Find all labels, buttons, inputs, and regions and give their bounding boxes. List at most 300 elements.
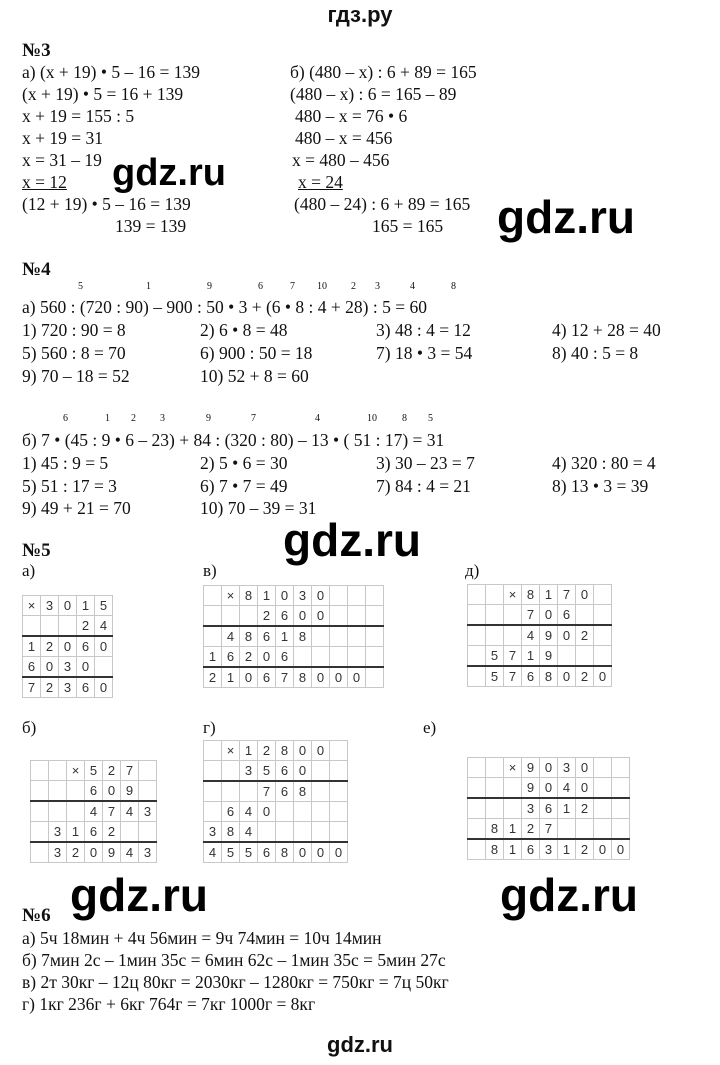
grid-cell: 0	[312, 741, 330, 761]
grid-cell: 1	[222, 667, 240, 688]
grid-cell	[294, 647, 312, 668]
grid-cell: 2	[67, 842, 85, 863]
grid-cell	[366, 647, 384, 668]
grid-cell: 7	[504, 666, 522, 687]
grid-cell: 8	[486, 839, 504, 860]
task4-step: 3) 48 : 4 = 12	[376, 320, 471, 340]
grid-cell: 8	[294, 626, 312, 647]
grid-cell	[330, 741, 348, 761]
grid-cell	[468, 605, 486, 626]
multiplication-grid-g	[203, 740, 348, 863]
grid-cell: ×	[222, 741, 240, 761]
grid-cell: 1	[540, 585, 558, 605]
grid-cell: 4	[222, 626, 240, 647]
grid-cell: 0	[312, 586, 330, 606]
grid-row	[204, 741, 348, 761]
grid-cell: 9	[540, 646, 558, 667]
grid-cell: 6	[222, 647, 240, 668]
grid-cell	[504, 605, 522, 626]
grid-cell: 0	[348, 667, 366, 688]
grid-cell: 1	[240, 741, 258, 761]
grid-row	[204, 781, 348, 802]
grid-cell: 0	[312, 606, 330, 627]
grid-cell: 4	[240, 822, 258, 843]
grid-cell: 6	[276, 761, 294, 782]
task4-step: 8) 40 : 5 = 8	[552, 343, 639, 363]
grid-cell: 6	[540, 798, 558, 819]
grid-cell: 6	[522, 666, 540, 687]
grid-cell: 0	[294, 761, 312, 782]
grid-cell	[312, 781, 330, 802]
grid-row	[468, 585, 612, 605]
order-number: 4	[410, 281, 415, 292]
grid-cell: 6	[77, 636, 95, 657]
grid-cell: 7	[121, 761, 139, 781]
grid-cell: 5	[240, 842, 258, 863]
grid-cell: 2	[103, 822, 121, 843]
grid-cell	[139, 822, 157, 843]
task4-step: 10) 52 + 8 = 60	[200, 366, 309, 386]
grid-cell: 0	[95, 636, 113, 657]
grid-cell: 6	[23, 657, 41, 678]
grid-cell	[139, 761, 157, 781]
grid-cell: 2	[240, 647, 258, 668]
grid-cell	[486, 798, 504, 819]
order-number: 1	[146, 281, 151, 292]
grid-cell	[612, 819, 630, 840]
task4-step: 9) 70 – 18 = 52	[22, 366, 130, 386]
order-number: 5	[428, 413, 433, 424]
grid-cell: 4	[204, 842, 222, 863]
grid-cell: 4	[121, 801, 139, 822]
grid-row	[204, 647, 384, 668]
task3-a-line: x + 19 = 31	[22, 128, 103, 148]
task3-title: №3	[22, 40, 51, 61]
grid-cell: 6	[276, 606, 294, 627]
grid-cell	[312, 761, 330, 782]
grid-cell: 5	[95, 596, 113, 616]
grid-cell	[312, 802, 330, 822]
grid-row	[468, 666, 612, 687]
task4-step: 4) 320 : 80 = 4	[552, 453, 656, 473]
grid-cell	[468, 778, 486, 799]
task4-step: 1) 45 : 9 = 5	[22, 453, 109, 473]
grid-cell	[31, 761, 49, 781]
grid-cell: 6	[258, 626, 276, 647]
grid-cell	[204, 626, 222, 647]
grid-cell: 0	[294, 606, 312, 627]
grid-cell: 8	[540, 666, 558, 687]
order-number: 6	[63, 413, 68, 424]
task4-step: 2) 5 • 6 = 30	[200, 453, 288, 473]
grid-row	[31, 842, 157, 863]
grid-row	[204, 606, 384, 627]
grid-cell	[95, 657, 113, 678]
task4-b-expression: б) 7 • (45 : 9 • 6 – 23) + 84 : (320 : 80) – 13 • ( 51 : 17) = 31	[22, 430, 445, 450]
grid-cell	[312, 626, 330, 647]
grid-cell: ×	[67, 761, 85, 781]
grid-row	[468, 839, 630, 860]
order-number: 8	[402, 413, 407, 424]
grid-cell: 2	[103, 761, 121, 781]
task4-step: 5) 51 : 17 = 3	[22, 476, 117, 496]
grid-cell: 2	[77, 616, 95, 637]
grid-row	[468, 605, 612, 626]
grid-cell: 7	[558, 585, 576, 605]
grid-cell	[204, 781, 222, 802]
grid-cell: 2	[41, 636, 59, 657]
grid-cell: 8	[294, 667, 312, 688]
grid-cell: 0	[576, 778, 594, 799]
grid-cell	[504, 798, 522, 819]
grid-cell	[504, 778, 522, 799]
grid-cell: 0	[594, 839, 612, 860]
grid-cell	[204, 606, 222, 627]
grid-cell: 1	[558, 839, 576, 860]
grid-cell: 1	[504, 819, 522, 840]
grid-cell: 3	[204, 822, 222, 843]
grid-cell: 0	[41, 657, 59, 678]
grid-row	[23, 636, 113, 657]
grid-cell: 3	[240, 761, 258, 782]
task4-step: 2) 6 • 8 = 48	[200, 320, 288, 340]
grid-cell: 0	[558, 666, 576, 687]
grid-cell: 0	[103, 781, 121, 802]
grid-cell	[366, 626, 384, 647]
grid-cell: 6	[258, 842, 276, 863]
grid-cell	[240, 606, 258, 627]
grid-cell	[312, 822, 330, 843]
task6-title: №6	[22, 905, 51, 926]
grid-cell	[330, 586, 348, 606]
task3-b-answer: x = 24	[298, 172, 343, 192]
order-number: 6	[258, 281, 263, 292]
order-number: 3	[160, 413, 165, 424]
task3-a-line: x = 31 – 19	[22, 150, 102, 170]
grid-cell: 5	[222, 842, 240, 863]
grid-cell	[576, 646, 594, 667]
grid-cell: 7	[522, 605, 540, 626]
grid-cell: 9	[522, 778, 540, 799]
grid-cell	[204, 586, 222, 606]
grid-cell: 0	[95, 677, 113, 698]
grid-cell: 2	[576, 666, 594, 687]
order-number: 2	[131, 413, 136, 424]
grid-cell	[31, 842, 49, 863]
task4-a-expression: а) 560 : (720 : 90) – 900 : 50 • 3 + (6 • 8 : 4 + 28) : 5 = 60	[22, 297, 427, 317]
grid-cell: 4	[522, 625, 540, 646]
task3-b-line: б) (480 – x) : 6 + 89 = 165	[290, 62, 477, 82]
grid-cell	[468, 625, 486, 646]
grid-cell: 3	[49, 842, 67, 863]
grid-cell	[468, 819, 486, 840]
grid-cell: 0	[312, 667, 330, 688]
grid-cell: 7	[23, 677, 41, 698]
grid-cell	[576, 605, 594, 626]
grid-cell	[204, 802, 222, 822]
grid-cell: 6	[85, 822, 103, 843]
grid-cell: 0	[276, 586, 294, 606]
grid-cell	[558, 819, 576, 840]
task4-step: 5) 560 : 8 = 70	[22, 343, 126, 363]
grid-cell	[468, 758, 486, 778]
grid-cell: 3	[558, 758, 576, 778]
grid-cell: 8	[222, 822, 240, 843]
grid-cell: 0	[540, 778, 558, 799]
order-number: 10	[317, 281, 327, 292]
grid-cell: 1	[276, 626, 294, 647]
task3-a-check: (12 + 19) • 5 – 16 = 139	[22, 194, 191, 214]
grid-cell: 3	[59, 677, 77, 698]
task4-step: 7) 84 : 4 = 21	[376, 476, 471, 496]
grid-cell: 3	[49, 822, 67, 843]
grid-row	[31, 761, 157, 781]
task4-step: 4) 12 + 28 = 40	[552, 320, 661, 340]
task3-a-answer: x = 12	[22, 172, 67, 192]
grid-cell	[348, 606, 366, 627]
watermark: gdz.ru	[497, 191, 635, 243]
grid-cell: 3	[139, 801, 157, 822]
grid-cell: 7	[540, 819, 558, 840]
grid-cell	[486, 758, 504, 778]
grid-cell	[366, 606, 384, 627]
grid-cell: 3	[522, 798, 540, 819]
watermark: gdz.ru	[112, 152, 226, 194]
grid-row	[31, 781, 157, 802]
task4-step: 6) 900 : 50 = 18	[200, 343, 313, 363]
task4-step: 3) 30 – 23 = 7	[376, 453, 475, 473]
order-number: 2	[351, 281, 356, 292]
grid-cell: 2	[576, 625, 594, 646]
grid-cell: 4	[121, 842, 139, 863]
grid-cell: 0	[576, 758, 594, 778]
grid-cell	[330, 822, 348, 843]
grid-cell: 2	[522, 819, 540, 840]
grid-cell	[504, 625, 522, 646]
grid-cell: 0	[59, 596, 77, 616]
grid-row	[468, 758, 630, 778]
grid-cell	[330, 606, 348, 627]
grid-cell	[348, 626, 366, 647]
grid-cell: 1	[204, 647, 222, 668]
grid-cell: 9	[103, 842, 121, 863]
grid-cell: 0	[77, 657, 95, 678]
task5-title: №5	[22, 540, 51, 561]
grid-cell: 2	[258, 741, 276, 761]
order-number: 7	[290, 281, 295, 292]
grid-cell	[276, 802, 294, 822]
grid-cell	[330, 761, 348, 782]
grid-cell: 4	[95, 616, 113, 637]
grid-row	[204, 586, 384, 606]
grid-row	[204, 667, 384, 688]
grid-cell	[121, 822, 139, 843]
grid-cell: 6	[276, 781, 294, 802]
grid-cell: 5	[486, 646, 504, 667]
grid-cell	[486, 605, 504, 626]
task3-b-check: 165 = 165	[372, 216, 444, 236]
grid-cell: 1	[504, 839, 522, 860]
order-number: 1	[105, 413, 110, 424]
grid-cell: 3	[59, 657, 77, 678]
grid-cell	[594, 778, 612, 799]
task4-step: 10) 70 – 39 = 31	[200, 498, 317, 518]
grid-cell: 8	[240, 626, 258, 647]
grid-cell	[49, 801, 67, 822]
grid-cell	[468, 646, 486, 667]
task4-title: №4	[22, 259, 51, 280]
grid-cell: 7	[258, 781, 276, 802]
grid-cell	[67, 801, 85, 822]
order-number: 3	[375, 281, 380, 292]
grid-cell	[31, 781, 49, 802]
grid-cell: 1	[558, 798, 576, 819]
grid-cell: 2	[204, 667, 222, 688]
grid-cell	[67, 781, 85, 802]
grid-cell: 0	[294, 741, 312, 761]
site-header: гдз.ру	[327, 2, 393, 27]
grid-cell: 9	[121, 781, 139, 802]
grid-cell	[294, 802, 312, 822]
grid-row	[23, 616, 113, 637]
grid-cell	[612, 798, 630, 819]
grid-cell	[468, 839, 486, 860]
grid-cell: 0	[558, 625, 576, 646]
grid-cell	[594, 819, 612, 840]
grid-cell	[240, 781, 258, 802]
grid-cell: ×	[504, 758, 522, 778]
grid-cell: 0	[258, 647, 276, 668]
grid-cell: 5	[85, 761, 103, 781]
watermark: gdz.ru	[70, 869, 208, 921]
grid-row	[468, 778, 630, 799]
grid-cell	[49, 761, 67, 781]
grid-cell: 6	[258, 667, 276, 688]
task4-step: 9) 49 + 21 = 70	[22, 498, 131, 518]
grid-cell: 6	[558, 605, 576, 626]
grid-cell	[486, 585, 504, 605]
grid-cell: ×	[504, 585, 522, 605]
order-number: 8	[451, 281, 456, 292]
grid-cell: 0	[85, 842, 103, 863]
task3-a-check: 139 = 139	[115, 216, 187, 236]
grid-cell	[330, 626, 348, 647]
grid-cell: 8	[276, 741, 294, 761]
grid-label-b: б)	[22, 718, 37, 737]
grid-cell	[312, 647, 330, 668]
grid-cell: 7	[276, 667, 294, 688]
grid-cell	[594, 605, 612, 626]
watermark: gdz.ru	[500, 869, 638, 921]
grid-cell	[366, 667, 384, 688]
grid-row	[204, 626, 384, 647]
grid-cell: 6	[276, 647, 294, 668]
grid-cell	[258, 822, 276, 843]
task4-step: 8) 13 • 3 = 39	[552, 476, 649, 496]
grid-cell: 2	[258, 606, 276, 627]
grid-row	[204, 761, 348, 782]
task3-a-line: x + 19 = 155 : 5	[22, 106, 135, 126]
grid-cell	[294, 822, 312, 843]
grid-row	[468, 798, 630, 819]
grid-row	[23, 657, 113, 678]
grid-cell	[594, 646, 612, 667]
multiplication-grid-b	[30, 760, 157, 863]
grid-cell: ×	[23, 596, 41, 616]
grid-cell: 0	[540, 758, 558, 778]
grid-row	[23, 596, 113, 616]
grid-cell: 9	[540, 625, 558, 646]
grid-cell	[366, 586, 384, 606]
grid-cell: 3	[540, 839, 558, 860]
grid-cell: 0	[330, 842, 348, 863]
grid-cell	[31, 801, 49, 822]
grid-cell: 7	[504, 646, 522, 667]
grid-cell	[330, 647, 348, 668]
task3-a-line: а) (x + 19) • 5 – 16 = 139	[22, 62, 200, 82]
site-footer: gdz.ru	[327, 1032, 393, 1057]
grid-cell	[468, 585, 486, 605]
grid-cell	[594, 585, 612, 605]
grid-cell: 1	[67, 822, 85, 843]
grid-cell: 4	[558, 778, 576, 799]
grid-label-g: г)	[203, 718, 216, 737]
grid-cell	[594, 798, 612, 819]
task3-b-line: x = 480 – 456	[292, 150, 390, 170]
order-number: 9	[206, 413, 211, 424]
grid-cell: 6	[222, 802, 240, 822]
grid-row	[23, 677, 113, 698]
grid-label-d: д)	[465, 561, 480, 580]
grid-cell	[468, 666, 486, 687]
multiplication-grid-a	[22, 595, 113, 698]
grid-cell: 0	[312, 842, 330, 863]
grid-cell: 7	[103, 801, 121, 822]
grid-cell	[204, 741, 222, 761]
grid-cell: 0	[540, 605, 558, 626]
task4-step: 7) 18 • 3 = 54	[376, 343, 473, 363]
grid-cell: 2	[576, 798, 594, 819]
task6-line: в) 2т 30кг – 12ц 80кг = 2030кг – 1280кг = 750кг = 7ц 50кг	[22, 972, 449, 992]
grid-label-e: е)	[423, 718, 437, 737]
grid-cell: 3	[41, 596, 59, 616]
grid-cell: 3	[294, 586, 312, 606]
grid-cell: 0	[594, 666, 612, 687]
grid-row	[204, 802, 348, 822]
task6-line: б) 7мин 2с – 1мин 35с = 6мин 62с – 1мин 35с = 5мин 27с	[22, 950, 446, 970]
grid-cell	[222, 781, 240, 802]
task3-b-line: 480 – x = 76 • 6	[295, 106, 408, 126]
grid-cell	[330, 781, 348, 802]
multiplication-grid-v	[203, 585, 384, 688]
grid-row	[204, 822, 348, 843]
grid-cell: 1	[258, 586, 276, 606]
task3-b-check: (480 – 24) : 6 + 89 = 165	[294, 194, 471, 214]
grid-cell: 5	[258, 761, 276, 782]
grid-row	[468, 625, 612, 646]
grid-cell: 5	[486, 666, 504, 687]
order-number: 9	[207, 281, 212, 292]
order-number: 5	[78, 281, 83, 292]
grid-cell	[348, 647, 366, 668]
grid-label-v: в)	[203, 561, 217, 580]
grid-cell: 0	[294, 842, 312, 863]
grid-cell	[486, 625, 504, 646]
grid-cell: 0	[258, 802, 276, 822]
grid-cell	[612, 778, 630, 799]
grid-cell	[594, 625, 612, 646]
task3-b-line: (480 – x) : 6 = 165 – 89	[290, 84, 457, 104]
